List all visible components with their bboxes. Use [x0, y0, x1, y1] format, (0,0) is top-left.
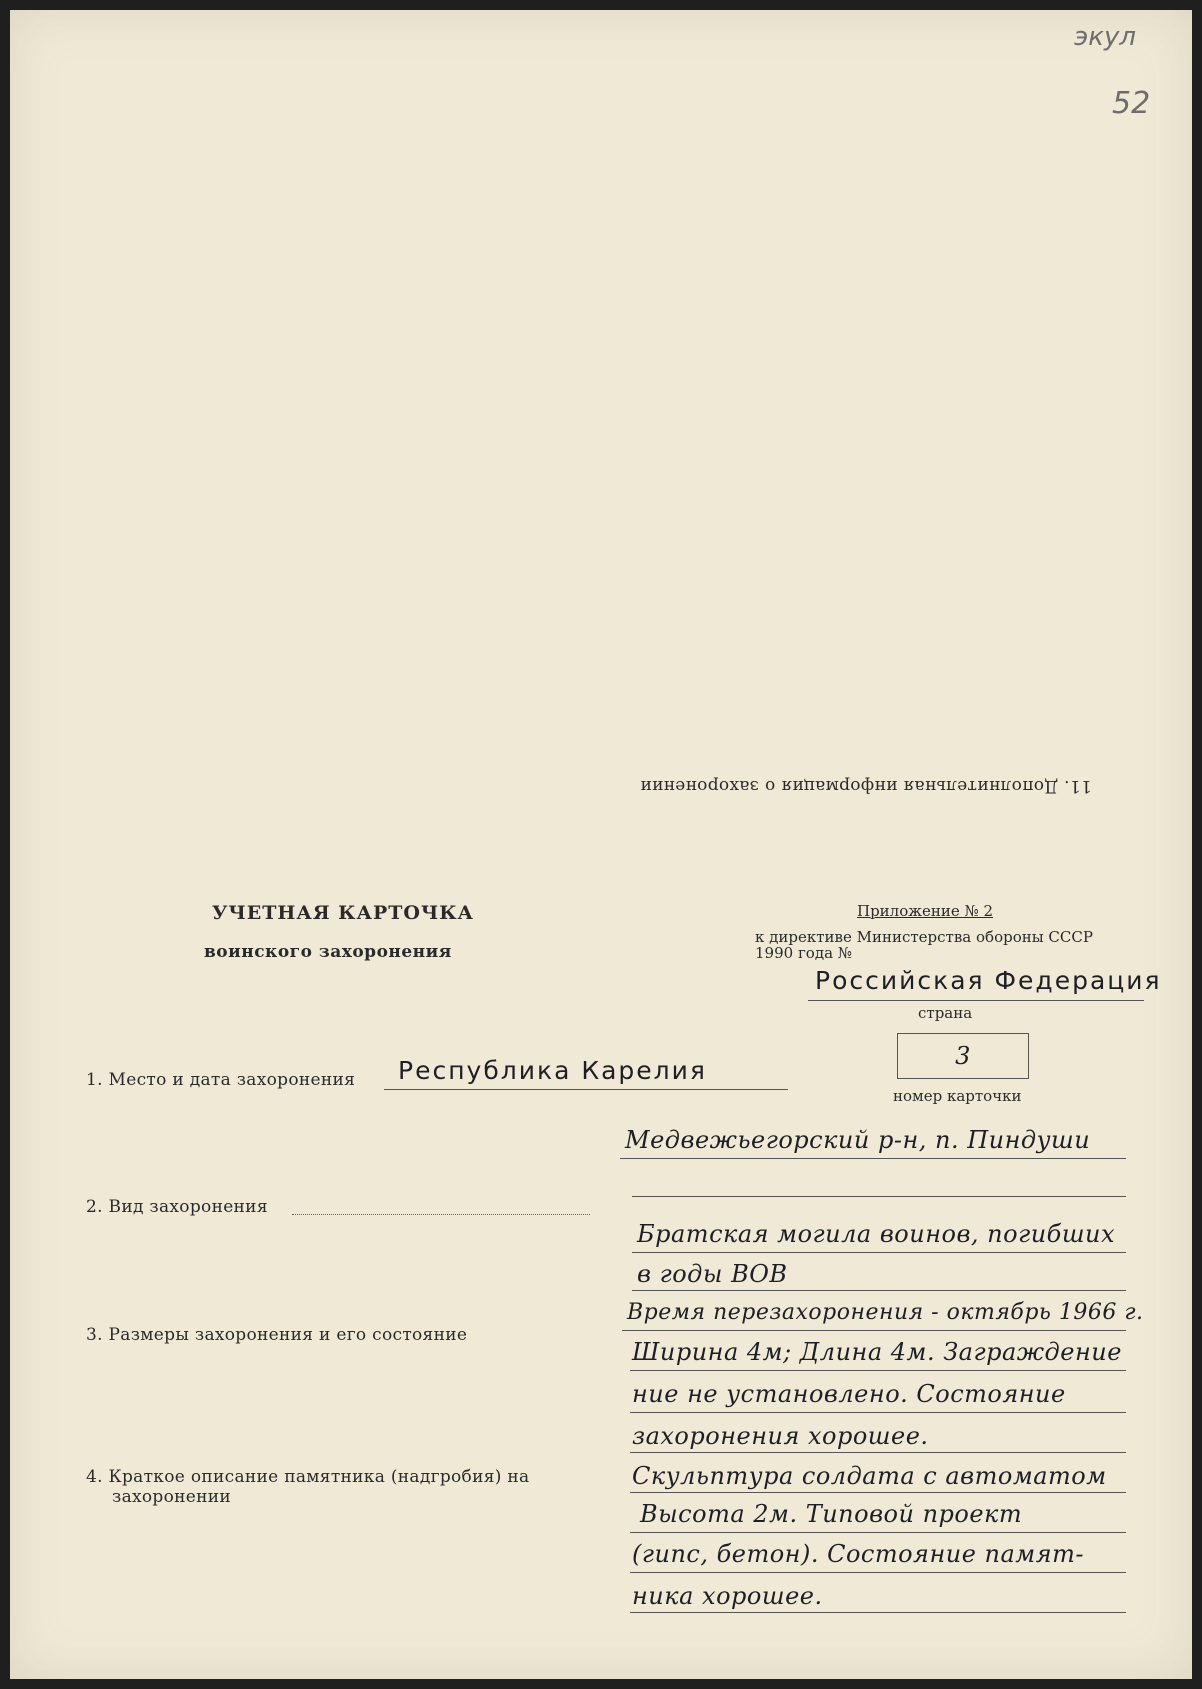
field-4-line-3: (гипс, бетон). Состояние памят- — [632, 1540, 1084, 1568]
appendix-label: Приложение № 2 — [857, 902, 994, 920]
field-4-label-line-1: 4. Краткое описание памятника (надгробия) на — [86, 1467, 530, 1487]
card-subtitle: воинского захоронения — [204, 942, 452, 962]
field-2-label: 2. Вид захоронения — [86, 1197, 268, 1217]
field-1-line-1: Республика Карелия — [398, 1056, 707, 1085]
directive-line-1: к директиве Министерства обороны СССР — [755, 928, 1093, 946]
field-4-label-line-2: захоронении — [112, 1487, 232, 1507]
field-1-line-2: Медвежьегорский р-н, п. Пиндуши — [625, 1126, 1091, 1154]
field-4-line-1: Скульптура солдата с автоматом — [632, 1462, 1107, 1490]
pencil-page-number: 52 — [1112, 86, 1151, 121]
card-number-value: 3 — [955, 1042, 971, 1070]
field-3-line-2: Ширина 4м; Длина 4м. Заграждение — [632, 1338, 1122, 1366]
card-number-caption: номер карточки — [893, 1087, 1022, 1105]
field-4-line-2: Высота 2м. Типовой проект — [640, 1500, 1023, 1528]
country-value: Российская Федерация — [815, 966, 1162, 995]
field-2-line-2: Братская могила воинов, погибших — [637, 1220, 1116, 1248]
field-2-line-3: в годы ВОВ — [637, 1260, 788, 1288]
card-number-box — [897, 1033, 1029, 1079]
field-3-label: 3. Размеры захоронения и его состояние — [86, 1325, 468, 1345]
card-title: УЧЕТНАЯ КАРТОЧКА — [212, 902, 475, 924]
directive-line-2: 1990 года № — [755, 944, 852, 962]
field-3-line-4: захоронения хорошее. — [632, 1422, 929, 1450]
field-4-line-4: ника хорошее. — [632, 1582, 823, 1610]
field-3-line-1: Время перезахоронения - октябрь 1966 г. — [627, 1300, 1144, 1325]
pencil-note: экул — [1074, 22, 1136, 52]
field-3-line-3: ние не установлено. Состояние — [632, 1380, 1066, 1408]
upside-down-section-header: 11. Дополнительная информация о захоронении — [640, 776, 1092, 796]
field-1-label: 1. Место и дата захоронения — [86, 1070, 356, 1090]
country-caption: страна — [918, 1004, 973, 1022]
